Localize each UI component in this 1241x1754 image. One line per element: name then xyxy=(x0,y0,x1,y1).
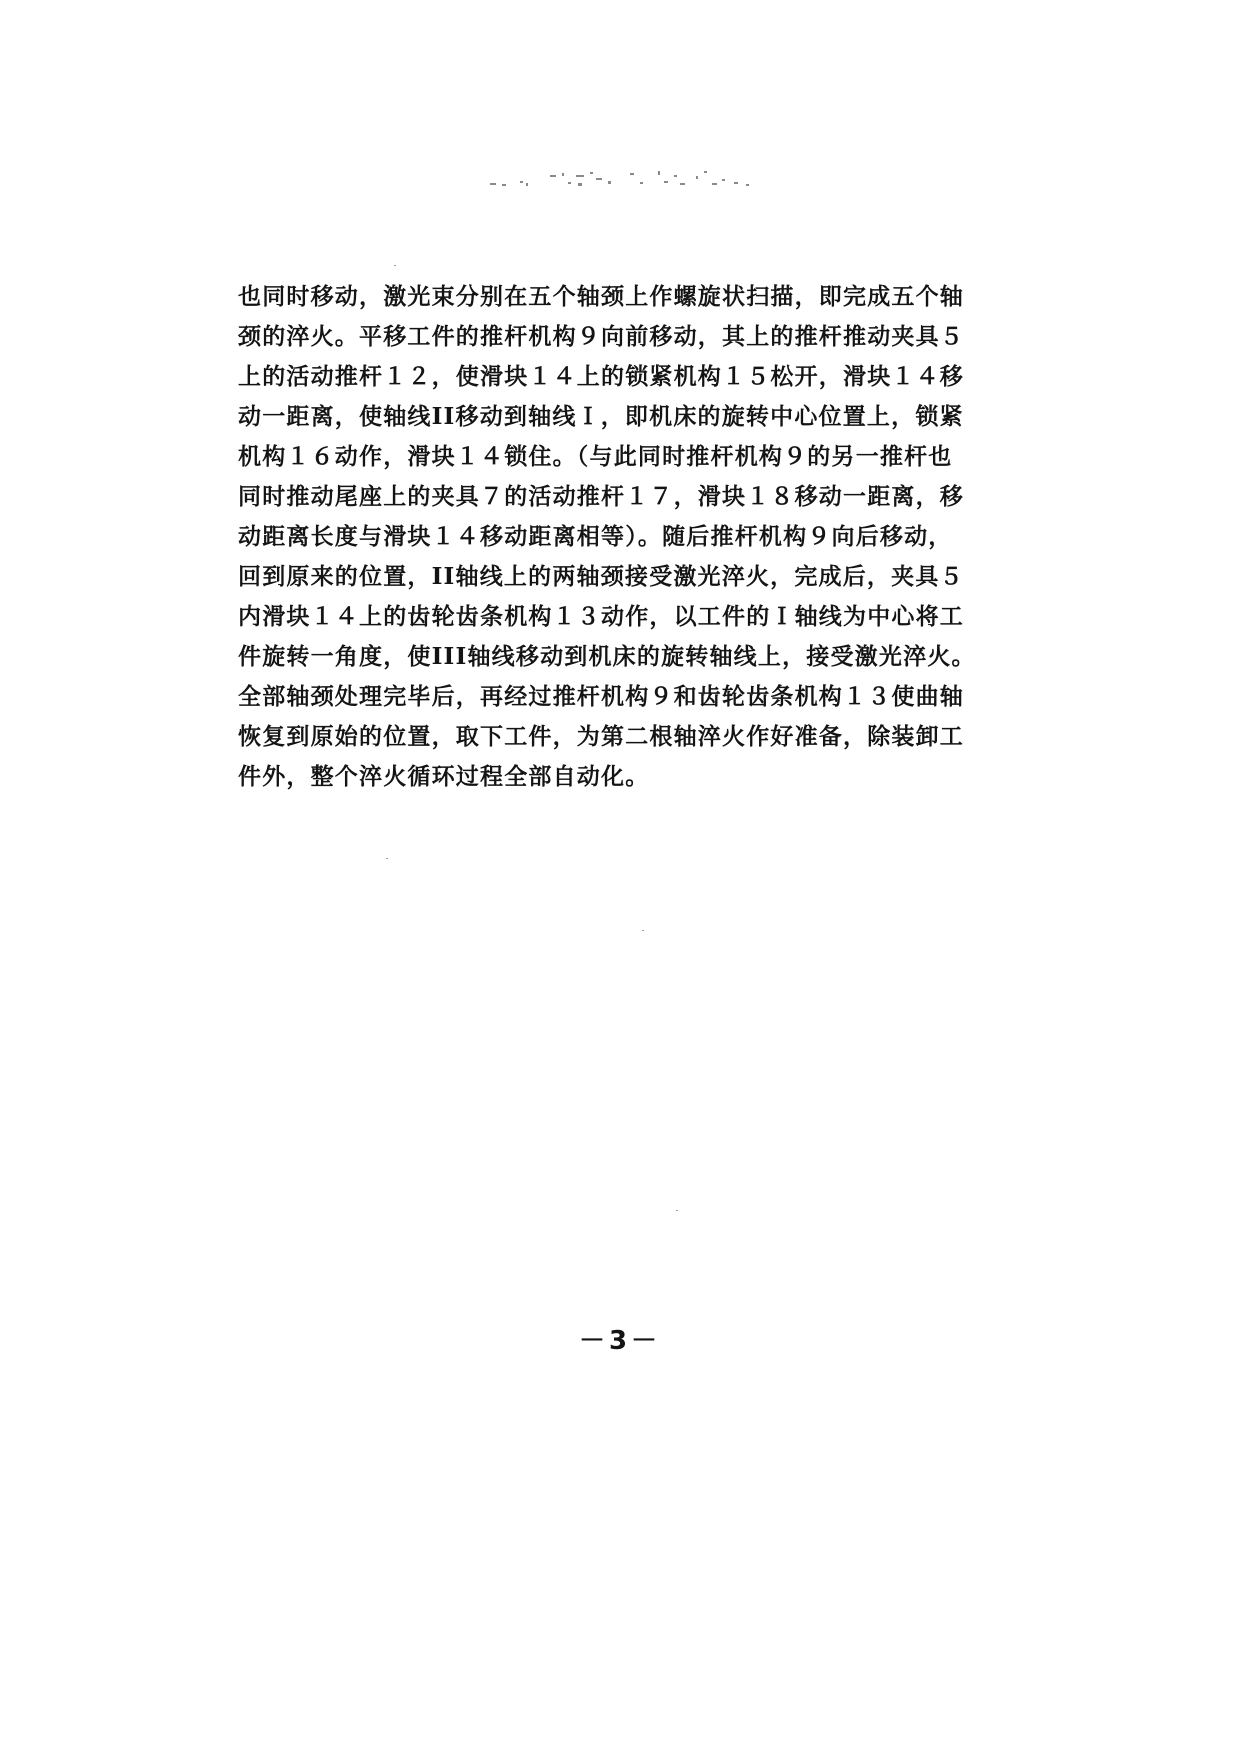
scan-speck xyxy=(642,930,644,931)
text-line: 内滑块１４上的齿轮齿条机构１３动作，以工件的Ｉ轴线为中心将工 xyxy=(238,603,964,630)
text-line: 也同时移动，激光束分别在五个轴颈上作螺旋状扫描，即完成五个轴 xyxy=(238,283,964,310)
text-line: 件外，整个淬火循环过程全部自动化。 xyxy=(238,763,650,790)
page-number: －3－ xyxy=(578,1326,662,1356)
text-line: 全部轴颈处理完毕后，再经过推杆机构９和齿轮齿条机构１３使曲轴 xyxy=(238,683,964,710)
header-artifact xyxy=(490,163,760,193)
body-paragraph xyxy=(238,277,976,797)
text-line: 件旋转一角度，使III轴线移动到机床的旋转轴线上，接受激光淬火。 xyxy=(238,643,976,670)
text-line: 动一距离，使轴线II移动到轴线Ｉ，即机床的旋转中心位置上，锁紧 xyxy=(238,403,964,430)
text-line: 动距离长度与滑块１４移动距离相等）。随后推杆机构９向后移动， xyxy=(238,523,953,550)
text-line: 同时推动尾座上的夹具７的活动推杆１７，滑块１８移动一距离，移 xyxy=(238,483,964,510)
scan-speck xyxy=(394,265,396,266)
text-line: 上的活动推杆１２，使滑块１４上的锁紧机构１５松开，滑块１４移 xyxy=(238,363,964,390)
text-line: 颈的淬火。平移工件的推杆机构９向前移动，其上的推杆推动夹具５ xyxy=(238,323,964,350)
scan-speck xyxy=(386,858,388,859)
text-line: 回到原来的位置，II轴线上的两轴颈接受激光淬火，完成后，夹具５ xyxy=(238,563,964,590)
text-line: 恢复到原始的位置，取下工件，为第二根轴淬火作好准备，除装卸工 xyxy=(238,723,964,750)
scan-speck xyxy=(676,1210,678,1211)
text-line: 机构１６动作，滑块１４锁住。（与此同时推杆机构９的另一推杆也 xyxy=(238,443,953,470)
